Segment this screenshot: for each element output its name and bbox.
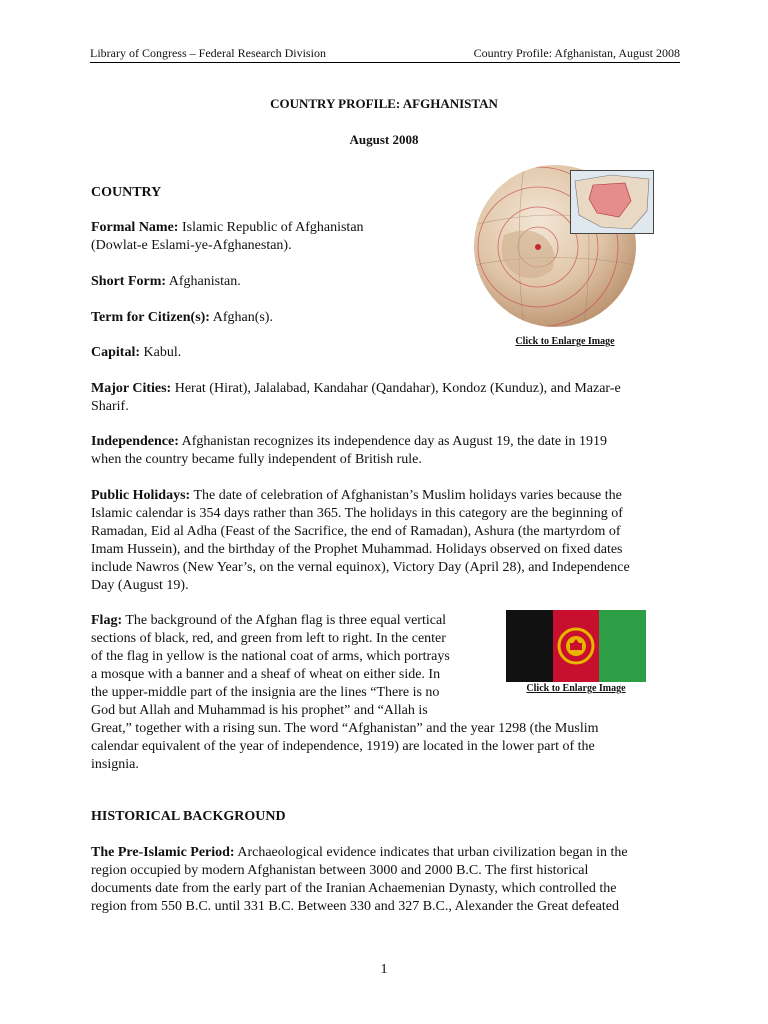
page-title: COUNTRY PROFILE: AFGHANISTAN	[270, 96, 498, 111]
pre-islamic-field	[91, 844, 691, 916]
citizen-value: Afghan(s).	[212, 310, 273, 325]
capital-label: Capital:	[91, 345, 140, 360]
section-history-heading: HISTORICAL BACKGROUND	[91, 809, 286, 824]
short-form-field	[91, 273, 241, 291]
map-enlarge-link[interactable]: Click to Enlarge Image	[515, 336, 615, 347]
inset-map-graphic	[571, 171, 653, 233]
flag-line: sections of black, red, and green from left to right. In the center	[91, 631, 446, 646]
pre-islamic-line: Archaeological evidence indicates that urban civilization began in the	[237, 845, 628, 860]
holidays-line: Imam Hussein), and the birthday of the Prophet Muhammad. Holidays observed on fixed dates	[91, 542, 623, 557]
pre-islamic-line: documents date from the early part of the Iranian Achaemenian Dynasty, which controlled the	[91, 881, 617, 896]
inset-map	[570, 170, 654, 234]
pre-islamic-label: The Pre-Islamic Period:	[91, 845, 235, 860]
coat-of-arms-icon	[553, 610, 599, 682]
page-date: August 2008	[349, 132, 419, 147]
flag-line: Great,” together with a rising sun. The word “Afghanistan” and the year 1298 (the Muslim	[91, 721, 599, 736]
flag-line: calendar equivalent of the year of independence, 1919) are located in the lower part of the	[91, 739, 595, 754]
independence-line: when the country became fully independent of British rule.	[91, 452, 422, 467]
formal-name-native: (Dowlat-e Eslami-ye-Afghanestan).	[91, 238, 292, 253]
holidays-label: Public Holidays:	[91, 488, 191, 503]
holidays-field	[91, 487, 691, 595]
short-form-value: Afghanistan.	[168, 274, 241, 289]
flag-green-stripe	[599, 610, 646, 682]
independence-line: Afghanistan recognizes its independence day as August 19, the date in 1919	[181, 434, 607, 449]
major-cities-line: Herat (Hirat), Jalalabad, Kandahar (Qandahar), Kondoz (Kunduz), and Mazar-e	[174, 381, 621, 396]
flag-line: the upper-middle part of the insignia are the lines “There is no	[91, 685, 440, 700]
holidays-line: include Nawros (New Year’s, on the vernal equinox), Victory Day (April 28), and Independence	[91, 560, 630, 575]
flag-enlarge-link[interactable]: Click to Enlarge Image	[526, 683, 626, 694]
major-cities-field	[91, 380, 681, 416]
pre-islamic-line: region from 550 B.C. until 331 B.C. Between 330 and 327 B.C., Alexander the Great defeated	[91, 899, 620, 914]
flag-label: Flag:	[91, 613, 123, 628]
formal-name-field	[91, 219, 364, 255]
header-left: Library of Congress – Federal Research Division	[90, 46, 326, 60]
flag-line: a mosque with a banner and a sheaf of wheat on either side. In	[91, 667, 441, 682]
pre-islamic-line: region occupied by modern Afghanistan between 3000 and 2000 B.C. The first historical	[91, 863, 589, 878]
flag-line: insignia.	[91, 757, 139, 772]
holidays-line: Islamic calendar is 354 days rather than 365. The holidays in this category are the beginning of	[91, 506, 623, 521]
flag-line: The background of the Afghan flag is three equal vertical	[125, 613, 447, 628]
short-form-label: Short Form:	[91, 274, 167, 289]
afghan-flag-image[interactable]	[506, 610, 646, 682]
flag-line: of the flag in yellow is the national coat of arms, which portrays	[91, 649, 450, 664]
independence-field	[91, 433, 681, 469]
major-cities-line: Sharif.	[91, 399, 129, 414]
flag-red-stripe	[553, 610, 600, 682]
running-header	[90, 46, 680, 63]
header-right: Country Profile: Afghanistan, August 2008	[473, 46, 680, 60]
holidays-line: Day (August 19).	[91, 578, 189, 593]
section-country-heading: COUNTRY	[91, 185, 162, 200]
capital-value: Kabul.	[143, 345, 182, 360]
formal-name-value: Islamic Republic of Afghanistan	[181, 220, 364, 235]
flag-black-stripe	[506, 610, 553, 682]
citizen-field	[91, 309, 273, 327]
major-cities-label: Major Cities:	[91, 381, 172, 396]
flag-line: God but Allah and Muhammad is his prophet” and “Allah is	[91, 703, 428, 718]
independence-label: Independence:	[91, 434, 179, 449]
capital-field	[91, 344, 181, 362]
holidays-line: The date of celebration of Afghanistan’s Muslim holidays varies because the	[193, 488, 622, 503]
citizen-label: Term for Citizen(s):	[91, 310, 210, 325]
page-number: 1	[380, 962, 388, 977]
holidays-line: Ramadan, Eid al Adha (Feast of the Sacrifice, the end of Ramadan), Ashura (the martyrdom of	[91, 524, 621, 539]
formal-name-label: Formal Name:	[91, 220, 179, 235]
